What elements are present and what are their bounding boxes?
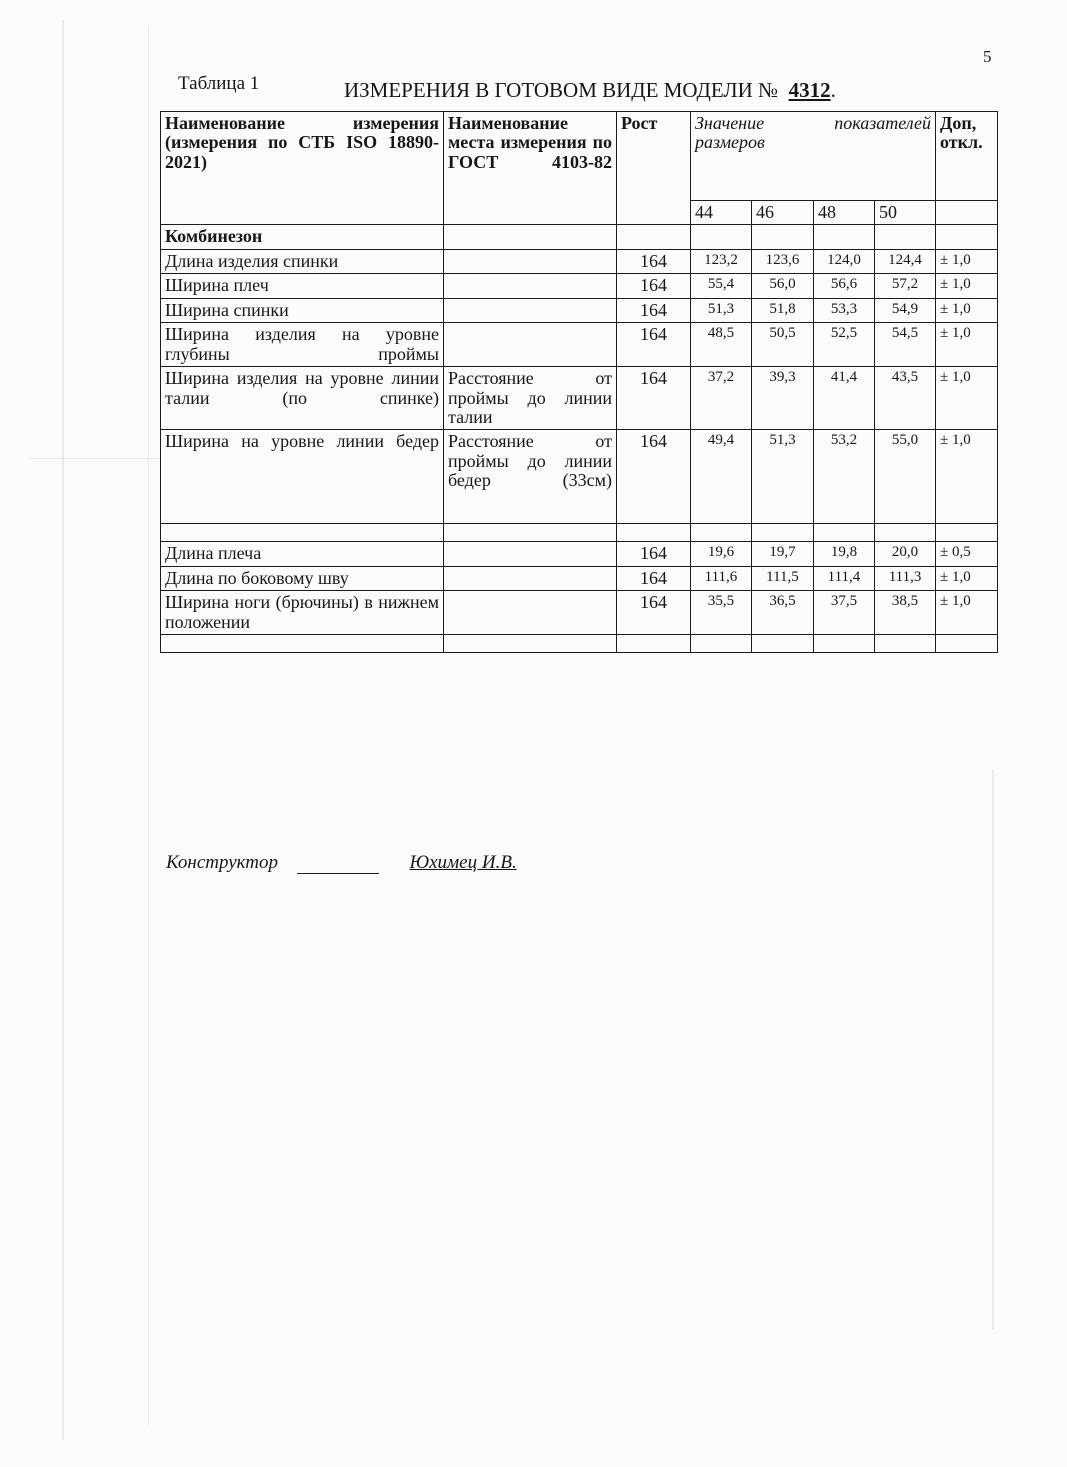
- empty-cell: [875, 635, 936, 653]
- section-label: Комбинезон: [161, 225, 444, 249]
- empty-cell: [444, 635, 617, 653]
- size-value: 20,0: [875, 542, 936, 566]
- table-label: Таблица 1: [178, 73, 260, 94]
- empty-cell: [691, 524, 752, 542]
- size-value: 19,8: [814, 542, 875, 566]
- size-value: 35,5: [691, 591, 752, 635]
- empty-cell: [444, 524, 617, 542]
- tolerance-value: ± 1,0: [936, 249, 998, 273]
- measurement-place: [444, 249, 617, 273]
- empty-cell: [752, 524, 814, 542]
- measurement-place: [444, 591, 617, 635]
- empty-cell: [161, 524, 444, 542]
- title-end: .: [830, 78, 836, 102]
- tolerance-value: ± 1,0: [936, 430, 998, 524]
- size-value: 56,0: [752, 274, 814, 298]
- tolerance-value: ± 1,0: [936, 274, 998, 298]
- signature-line: [297, 855, 379, 874]
- header-tolerance: Доп, откл.: [936, 112, 998, 201]
- empty-cell: [161, 635, 444, 653]
- header-measurement-place: Наименование места измерения по ГОСТ 4103-82: [444, 112, 617, 225]
- size-value: 111,3: [875, 566, 936, 590]
- header-size: 48: [814, 201, 875, 225]
- size-value: 51,3: [691, 298, 752, 322]
- size-value: 54,9: [875, 298, 936, 322]
- empty-cell: [936, 524, 998, 542]
- section-row: [161, 225, 998, 249]
- size-value: 56,6: [814, 274, 875, 298]
- height-value: 164: [617, 298, 691, 322]
- size-value: 19,7: [752, 542, 814, 566]
- header-size-values: Значение показателей размеров: [691, 112, 936, 201]
- size-value: 111,4: [814, 566, 875, 590]
- table-title-text: ИЗМЕРЕНИЯ В ГОТОВОМ ВИДЕ МОДЕЛИ №: [344, 78, 779, 102]
- height-value: 164: [617, 367, 691, 430]
- empty-cell: [617, 524, 691, 542]
- measurements-table: [160, 111, 998, 653]
- size-value: 111,5: [752, 566, 814, 590]
- measurement-name: Ширина изделия на уровне линии талии (по спинке): [161, 367, 444, 430]
- measurement-name: Длина по боковому шву: [161, 566, 444, 590]
- size-value: 52,5: [814, 323, 875, 367]
- header-size: 50: [875, 201, 936, 225]
- empty-row: [161, 635, 998, 653]
- size-value: 38,5: [875, 591, 936, 635]
- size-value: 124,0: [814, 249, 875, 273]
- measurement-name: Длина изделия спинки: [161, 249, 444, 273]
- size-value: 55,0: [875, 430, 936, 524]
- header-row: [161, 112, 998, 201]
- size-value: 57,2: [875, 274, 936, 298]
- size-value: 123,6: [752, 249, 814, 273]
- height-value: 164: [617, 591, 691, 635]
- tolerance-value: ± 1,0: [936, 367, 998, 430]
- tolerance-value: ± 0,5: [936, 542, 998, 566]
- measurement-place: [444, 298, 617, 322]
- footer-role: Конструктор: [166, 852, 279, 873]
- size-value: 43,5: [875, 367, 936, 430]
- empty-cell: [814, 524, 875, 542]
- size-value: 123,2: [691, 249, 752, 273]
- size-value: 36,5: [752, 591, 814, 635]
- empty-cell: [617, 635, 691, 653]
- tolerance-value: ± 1,0: [936, 323, 998, 367]
- measurement-name: Ширина ноги (брючины) в нижнем положении: [161, 591, 444, 635]
- size-value: 51,8: [752, 298, 814, 322]
- size-value: 111,6: [691, 566, 752, 590]
- measurement-place: [444, 274, 617, 298]
- header-measurement-name: Наименование измерения (измерения по СТБ ISO 18890-2021): [161, 112, 444, 225]
- size-value: 50,5: [752, 323, 814, 367]
- height-value: 164: [617, 566, 691, 590]
- size-value: 37,2: [691, 367, 752, 430]
- size-value: 53,2: [814, 430, 875, 524]
- measurement-place: [444, 323, 617, 367]
- height-value: 164: [617, 249, 691, 273]
- size-value: 49,4: [691, 430, 752, 524]
- height-value: 164: [617, 430, 691, 524]
- page-number: 5: [983, 47, 992, 66]
- table-row: [161, 430, 998, 524]
- header-height: Рост: [617, 112, 691, 225]
- measurement-place: [444, 566, 617, 590]
- measurement-name: Ширина изделия на уровне глубины проймы: [161, 323, 444, 367]
- size-value: 124,4: [875, 249, 936, 273]
- table-row: [161, 298, 998, 322]
- measurement-name: Ширина спинки: [161, 298, 444, 322]
- table-row: [161, 323, 998, 367]
- table-row: [161, 274, 998, 298]
- empty-cell: [814, 635, 875, 653]
- height-value: 164: [617, 323, 691, 367]
- height-value: 164: [617, 274, 691, 298]
- table-body: [161, 112, 998, 653]
- tolerance-value: ± 1,0: [936, 591, 998, 635]
- measurement-place: [444, 542, 617, 566]
- table-title: [344, 78, 836, 103]
- table-row: [161, 591, 998, 635]
- empty-row: [161, 524, 998, 542]
- size-value: 54,5: [875, 323, 936, 367]
- measurement-name: Ширина на уровне линии бедер: [161, 430, 444, 524]
- empty-cell: [691, 635, 752, 653]
- measurement-place: Расстояние от проймы до линии талии: [444, 367, 617, 430]
- footer-name: Юхимец И.В.: [409, 852, 517, 873]
- table-row: [161, 249, 998, 273]
- size-value: 19,6: [691, 542, 752, 566]
- model-number: 4312: [788, 78, 831, 102]
- footer: [166, 852, 517, 874]
- empty-cell: [875, 524, 936, 542]
- size-value: 48,5: [691, 323, 752, 367]
- table-row: [161, 566, 998, 590]
- empty-cell: [936, 201, 998, 225]
- empty-cell: [752, 635, 814, 653]
- tolerance-value: ± 1,0: [936, 566, 998, 590]
- height-value: 164: [617, 542, 691, 566]
- empty-cell: [936, 635, 998, 653]
- header-size: 44: [691, 201, 752, 225]
- size-value: 53,3: [814, 298, 875, 322]
- header-size: 46: [752, 201, 814, 225]
- size-value: 55,4: [691, 274, 752, 298]
- size-value: 37,5: [814, 591, 875, 635]
- measurement-place: Расстояние от проймы до линии бедер (33см): [444, 430, 617, 524]
- tolerance-value: ± 1,0: [936, 298, 998, 322]
- measurement-name: Ширина плеч: [161, 274, 444, 298]
- size-value: 41,4: [814, 367, 875, 430]
- size-value: 51,3: [752, 430, 814, 524]
- size-value: 39,3: [752, 367, 814, 430]
- table-row: [161, 367, 998, 430]
- measurement-name: Длина плеча: [161, 542, 444, 566]
- table-row: [161, 542, 998, 566]
